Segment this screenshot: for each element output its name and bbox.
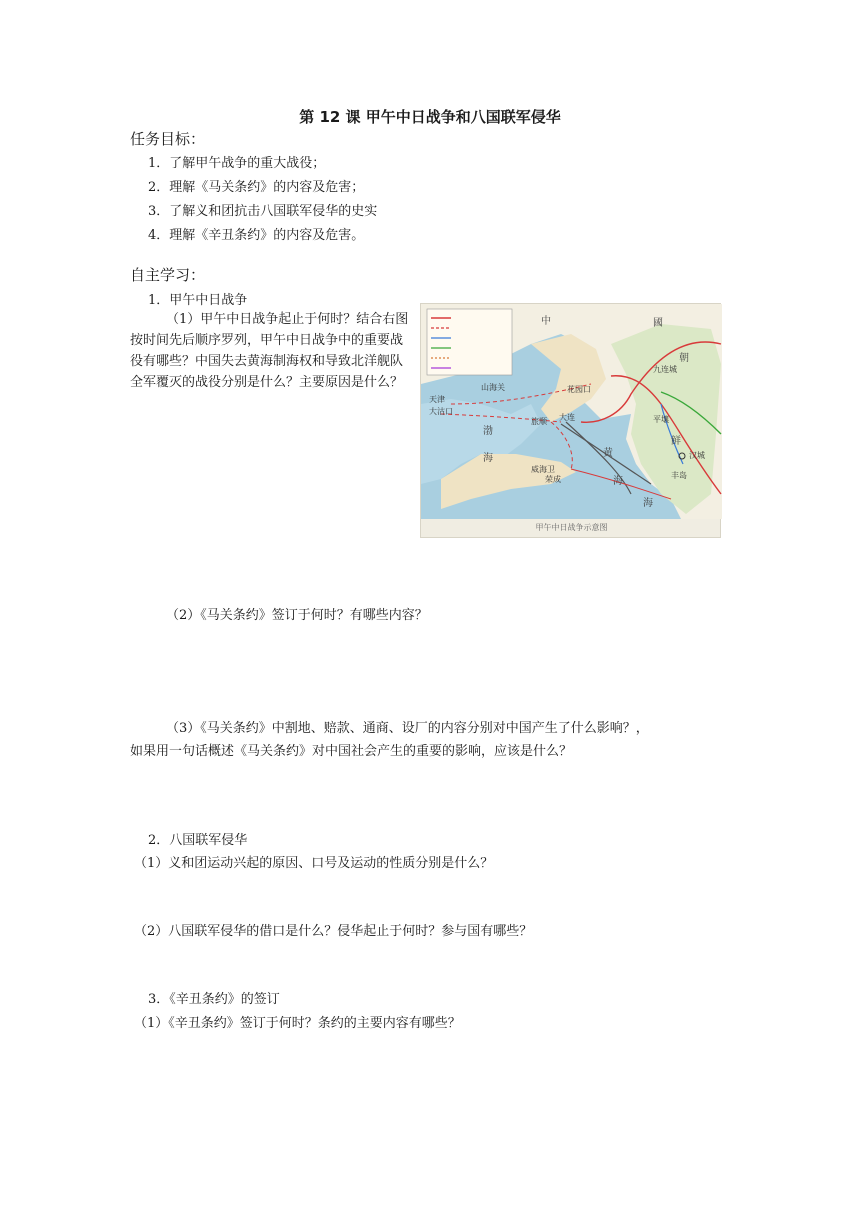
- section-title: 1．甲午中日战争: [148, 293, 248, 308]
- goals-heading: 任务目标：: [130, 130, 206, 148]
- map-label: 海: [613, 476, 623, 487]
- goal-item: 3．了解义和团抗击八国联军侵华的史实: [148, 204, 378, 219]
- question-text: （1）义和团运动兴起的原因、口号及运动的性质分别是什么？: [134, 856, 494, 871]
- goal-item: 4．理解《辛丑条约》的内容及危害。: [148, 228, 365, 243]
- map-label: 中: [541, 316, 551, 327]
- map-label: 平壤: [653, 415, 669, 424]
- map-label: 威海卫: [531, 465, 555, 474]
- map-label: 丰岛: [671, 471, 687, 480]
- map-label: 海: [483, 453, 493, 464]
- map-label: 旅顺: [531, 417, 547, 426]
- question-text: 如果用一句话概述《马关条约》对中国社会产生的重要的影响，应该是什么？: [130, 744, 573, 759]
- map-label: 渤: [483, 426, 493, 437]
- map-label: 朝: [679, 353, 689, 364]
- question-text: （1）甲午中日战争起止于何时？结合右图按时间先后顺序罗列，甲午中日战争中的重要战役有哪些？中国失去黄海制海权和导致北洋舰队全军覆灭的战役分别是什么？主要原因是什么？: [130, 312, 409, 390]
- map-label: 荣成: [545, 475, 561, 484]
- map-label: 山海关: [481, 383, 505, 392]
- map-label: 大连: [559, 413, 575, 422]
- map-label: 黄: [603, 448, 613, 459]
- self-study-heading: 自主学习：: [130, 266, 206, 284]
- page-title: 第 12 课 甲午中日战争和八国联军侵华: [299, 108, 561, 126]
- goal-item: 2．理解《马关条约》的内容及危害；: [148, 180, 365, 195]
- map-caption: 甲午中日战争示意图: [535, 523, 608, 532]
- map-label: 汉城: [689, 451, 705, 460]
- map-label: 海: [643, 498, 653, 509]
- map-label: 九连城: [653, 365, 677, 374]
- map-label: 國: [653, 318, 663, 329]
- map-label: 鲜: [671, 436, 681, 447]
- map-label: 花园口: [567, 385, 591, 394]
- war-map: [420, 303, 721, 538]
- map-label: 天津: [429, 395, 445, 404]
- section-title: 2．八国联军侵华: [148, 833, 248, 848]
- question-text: （3）《马关条约》中割地、赔款、通商、设厂的内容分别对中国产生了什么影响？，: [166, 721, 649, 736]
- question-text: （2）《马关条约》签订于何时？有哪些内容？: [166, 608, 428, 623]
- goal-item: 1．了解甲午战争的重大战役；: [148, 156, 326, 171]
- question-text: （1）《辛丑条约》签订于何时？条约的主要内容有哪些？: [134, 1016, 461, 1031]
- question-text: （2）八国联军侵华的借口是什么？侵华起止于何时？参与国有哪些？: [134, 924, 533, 939]
- map-label: 大沽口: [429, 407, 453, 416]
- section-title: 3．《辛丑条约》的签订: [148, 992, 280, 1007]
